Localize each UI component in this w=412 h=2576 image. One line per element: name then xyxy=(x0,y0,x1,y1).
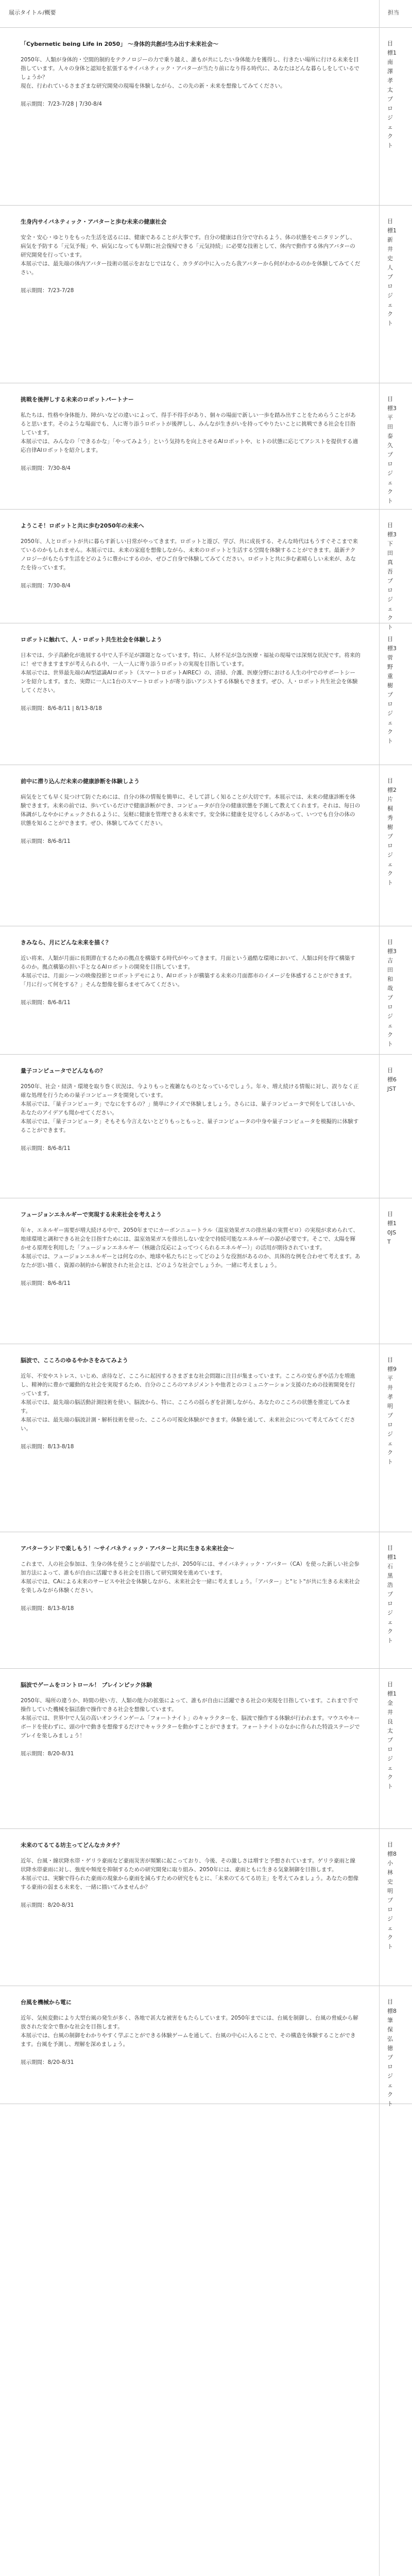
exhibit-description: 近年、不安やストレス、いじめ、虐待など、こころに起因するさまざまな社会問題に注目が集まっています。こころの安らぎや活力を増進し、精神的に豊かで躍動的な社会を実現するため、自分のこころのマネジメントや他者とのコミュニケーション支援のための技術開発を行っています。 本展示では、最先端の脳活動計測技術を使い、脳波から、特に、こころの揺らぎを計測しながら、あなたのこころの状態を推定してみます。 本展示では、最先端の脳波計測・解析技術を使った、こころの可視化体験ができます。体験を通して、未来社会について考えてみてください。 xyxy=(21,1373,355,1432)
exhibit-period: 展示期間：7/30-8/4 xyxy=(21,583,71,589)
exhibit-period: 展示期間：8/6-8/11 xyxy=(21,1280,71,1286)
exhibit-title: ようこそ！ロボットと共に歩む2050年の未来へ xyxy=(21,522,144,529)
exhibit-description: これまで、人の社会参加は、生身の体を使うことが前提でしたが、2050年には、サイバネティック・アバター（CA）を使った新しい社会参加方法によって、誰もが自由に活躍できる社会を目指して研究開発を進めています。 本展示では、CAによる未来のサービスや社会を体験しながら、未来社会を一緒に考えましょう。「アバター」と"ヒト"が共に生きる未来社会を楽しみながら体験ください。 xyxy=(21,1561,360,1594)
exhibit-period: 展示期間：7/23-7/28 xyxy=(21,287,74,294)
header-title: 展示タイトル/概要 xyxy=(9,9,56,16)
exhibit-owner: 目標1新井史人プロジェクト xyxy=(387,218,397,327)
exhibit-period: 展示期間：8/6-8/11 xyxy=(21,999,71,1006)
table-row xyxy=(0,765,412,926)
exhibit-owner: 目標1南澤孝太プロジェクト xyxy=(387,40,397,149)
table-header xyxy=(0,0,412,28)
exhibit-title: 台風を機械から電に xyxy=(21,1999,72,2006)
table-row xyxy=(0,1669,412,1829)
exhibit-description: 近い将来、人類が月面に長期滞在するための拠点を構築する時代がやってきます。月面という過酷な環境において、人類は何を得て構築するのか。拠点構築の担い手となるAIロボットの開発を目指しています。 本展示では、月面シーンの映像投影とロボットデモにより、AIロボットが構築する未来の月面都市のイメージを体感することができます。「月に行って何をする？」そんな想像を膨らませてみてください。 xyxy=(21,955,355,988)
exhibit-owner: 目標3菅野重樹プロジェクト xyxy=(387,636,397,744)
exhibit-period: 展示期間：8/20-8/31 xyxy=(21,1902,74,1908)
table-row xyxy=(0,510,412,631)
exhibit-title: きみなら、月にどんな未来を描く？ xyxy=(21,939,111,946)
exhibit-period: 展示期間：8/20-8/31 xyxy=(21,1751,74,1757)
exhibit-title: 脳波で、こころのゆるやかさをみてみよう xyxy=(21,1357,128,1364)
exhibit-owner: 目標10JST xyxy=(387,1211,397,1245)
exhibit-period: 展示期間：8/13-8/18 xyxy=(21,1444,74,1450)
exhibit-owner: 目標3下田真吾プロジェクト xyxy=(387,522,397,631)
table-row xyxy=(0,1829,412,1986)
exhibit-period: 展示期間：8/6-8/11 xyxy=(21,838,71,844)
exhibit-owner: 目標2片桐秀樹プロジェクト xyxy=(387,777,397,886)
exhibit-period: 展示期間：7/30-8/4 xyxy=(21,465,71,471)
exhibit-title: 挑戦を後押しする未来のロボットパートナー xyxy=(21,396,134,403)
exhibit-title: 量子コンピュータでどんなもの？ xyxy=(21,1067,106,1074)
exhibit-title: フュージョンエネルギーで実現する未来社会を考えよう xyxy=(21,1211,162,1218)
exhibit-owner: 目標1金井良太プロジェクト xyxy=(387,1681,397,1790)
exhibit-description: 近年、気候変動により大型台風の発生が多く、各地で甚大な被害をもたらしています。2050年までには、台風を制御し、台風の脅威から解放された安全で豊かな社会を目指します。 本展示では、台風の制御をわかりやすく学ぶことができる体験ゲームを通して、台風の中心に入ることで、その構造を体験することができます。台風を予測し、理解を深めましょう。 xyxy=(21,2015,358,2047)
exhibit-description: 2050年、人類が身体的・空間的制約をテクノロジーの力で乗り越え、誰もが共にしたい身体能力を獲得し、行きたい場所に行ける未来を目指しています。人々の身体と認知を拡張するサイバネティック・アバターが当たり前になり得る時代に、あなたはどんな暮らしをしているでしょうか？ 現在、行われているさまざまな研究開発の現場を体験しながら、この先の新・未来を想像してみてください。 xyxy=(21,57,359,89)
exhibit-title: 生身内サイバネティック・アバターと歩む未来の健康社会 xyxy=(21,218,167,225)
exhibit-description: 年々、エネルギー需要が増大続ける中で、2050年までにカーボンニュートラル（温室効果ガスの排出量の実質ゼロ）の実現が求められて、地球環境と調和できる社会を目指すためには、温室効果ガスを排出しない安全で持続可能なエネルギーの源が必要です。そこで、太陽を輝かせる原理を利用した「フュージョンエネルギー（核融合反応によってつくられるエネルギー）」の活用が期待されています。 本展示では、フュージョンエネルギーとは何なのか、地球や私たちにとってどのような役割があるのか、具体的な例を合わせて考えます。あなたが思い描く、資源の制約から解放された社会とは、どのような社会でしょうか。一緒に考えましょう。 xyxy=(21,1227,360,1268)
exhibit-title: ロボットに触れて、人・ロボット共生社会を体験しよう xyxy=(21,636,162,643)
table-row xyxy=(0,206,412,383)
exhibit-period: 展示期間：8/6-8/11 | 8/13-8/18 xyxy=(21,705,102,711)
table-row xyxy=(0,623,412,765)
exhibit-owner: 目標3吉田和哉プロジェクト xyxy=(387,939,397,1047)
table-row xyxy=(0,1055,412,1198)
exhibit-title: アバターランドで楽しもう！～サイバネティック・アバターと共に生きる未来社会～ xyxy=(21,1545,234,1552)
exhibit-period: 展示期間：8/6-8/11 xyxy=(21,1145,71,1151)
exhibit-period: 展示期間：8/20-8/31 xyxy=(21,2059,74,2065)
table-row xyxy=(0,1344,412,1532)
exhibit-period: 展示期間：8/13-8/18 xyxy=(21,1605,74,1612)
table-row xyxy=(0,28,412,206)
exhibit-title: 前中に潜り込んだ未来の健康診断を体験しよう xyxy=(21,778,140,785)
header-owner: 担当 xyxy=(388,9,399,16)
table-row xyxy=(0,383,412,510)
exhibit-owner: 目標8筆保弘徳プロジェクト xyxy=(387,1998,397,2107)
exhibit-owner: 目標8小林史明プロジェクト xyxy=(387,1841,397,1950)
exhibit-title: 未来のてるてる坊主ってどんなカタチ？ xyxy=(21,1842,123,1849)
exhibit-owner: 目標9平井孝明プロジェクト xyxy=(387,1357,397,1465)
table-row xyxy=(0,1986,412,2107)
exhibit-description: 私たちは、性格や身体能力、障がいなどの違いによって、得手不得手があり、個々の場面で新しい一歩を踏み出すことをためらうことがあると思います。そのような場面でも、人に寄り添うロボットが後押しし、みんなが生きがいを持ってやりたいことに挑戦できる社会を目指しています。 本展示では、みんなの「できるかな」「やってみよう」という気持ちを向上させるAIロボットや、ヒトの状態に応じてアシストを提供する適応自律AIロボットを紹介します。 xyxy=(21,412,358,453)
exhibit-description: 2050年、場所の違うか、時間の使い方、人類の能力の拡張によって、誰もが自由に活躍できる社会の実現を目指しています。これまで手で操作していた機械を脳活動で操作できる社会を想像しています。 本展示では、世界中で人気の高いオンラインゲーム「フォートナイト」のキャラクターを、脳波で操作する体験が行われます。マウスやキーボードを使わずに、頭の中で動きを想像するだけでキャラクターを動かすことができます。フォートナイトのなかに作られた特設ステージでプレイを楽しみましょう！ xyxy=(21,1698,360,1739)
exhibit-title: 「Cybernetic being Life in 2050」 ～身体的共創が生み出す未来社会～ xyxy=(21,41,219,47)
table-row xyxy=(0,1532,412,1669)
exhibit-owner: 目標6JST xyxy=(387,1067,397,1092)
table-row xyxy=(0,926,412,1055)
exhibit-description: 近年、台風・線状降水帯・ゲリラ豪雨など豪雨災害が頻繁に起こっており、今後、その激しさは増すと予想されています。ゲリラ豪雨と線状降水帯豪雨に対し、強度や頻度を抑制するための研究開発に取り組み、2050年には、豪雨ともに生きる気象制御を目指します。 本展示では、実験で得られた豪雨の現象から豪雨を減らすための研究をもとに、「未来のてるてる坊主」を考えてみましょう。あなたの想像する豪雨の弱まる未来を、一緒に描いてみませんか？ xyxy=(21,1858,359,1890)
exhibit-description: 2050年、社会・経済・環境を取り巻く状況は、今よりもっと複雑なものとなっているでしょう。年々、増え続ける情報に対し、誤りなく正確な処理を行うための量子コンピュータを開発しています。 本展示では、「量子コンピュータ」でなにをするの？」簡単にクイズで体験しましょう。さらには、量子コンピュータで何をしてほしいか、あなたのアイデアも聞かせてください。 本展示では、「量子コンピュータ」そもそも今言えないとどりもっともっと、量子コンピュータの中身や量子コンピュータを模擬的に体験することができます。 xyxy=(21,1083,359,1133)
exhibit-period: 展示期間：7/23-7/28 | 7/30-8/4 xyxy=(21,101,102,107)
exhibit-description: 日本では、少子高齢化が進展する中で人手不足が課題となっています。特に、人材不足が急な医療・福祉の現場では深刻な状況です。将来的に！せできますますが考えられる中、一人一人に寄り添うロボットの実現を目指しています。 本展示では、世界最先端のAI型認識AIロボット（スマートロボットAIREC）の、清掃、介護、医療分野における人生の中でのサポートシーンを紹介します。また、実際に一人に1台のスマートロボットが寄り添いアシストする体験もできます。ぜひ、人・ロボット共生社会を体験してください。 xyxy=(21,652,360,693)
exhibit-description: 2050年、人とロボットが共に暮らす新しい日常がやってきます。ロボットと遊び、学び、共に成長する、そんな時代はもうすぐそこまで来ているのかもしれません。本展示では、未来の家庭を想像しながら、未来のロボットと生活する空間を体験することができます。最新テクノロジーがもたらす生活をどのように豊かにするのか、ぜひご自身で体験してみてください。ロボットと共に歩む素晴らしい未来が、あなたを待っています。 xyxy=(21,538,358,571)
exhibit-description: 病気をとても早く見つけて防ぐためには、自分の体の情報を簡単に、そして詳しく知ることが大切です。本展示では、未来の健康診断を体験できます。未来の前では、歩いているだけで健康診断ができ、コンピュータが自分の健康状態を予測して教えてくれます。それは、毎日の体調がしなやかにチェックされるように、気軽に健康を管理できる未来です。安全体に健康を見守るしくみがあって、いつでも自分の体の状態を知ることができます。ぜひ、体験してみてください。 xyxy=(21,794,360,826)
exhibit-owner: 目標3平田泰久プロジェクト xyxy=(387,396,397,504)
exhibit-description: 安全・安心・ゆとりをもった生活を送るには、健康であることが大事です。自分の健康は自分で守れるよう、体の状態をモニタリングし、病気を予防する「元気予報」や、病気になっても早期に社会復帰できる「元気持続」に必要な技術として、体内で動作する体内アバターの研究開発を行っています。 本展示では、最先端の体内アバター技術の展示をおなじではなく、カラダの中に入ったら我アバターから何がわかるのかを体験してみてください。 xyxy=(21,234,360,276)
exhibit-title: 脳波でゲームをコントロール！ ブレインピック体験 xyxy=(21,1682,152,1688)
table-row xyxy=(0,1198,412,1344)
exhibit-owner: 目標1石黒浩プロジェクト xyxy=(387,1545,397,1644)
